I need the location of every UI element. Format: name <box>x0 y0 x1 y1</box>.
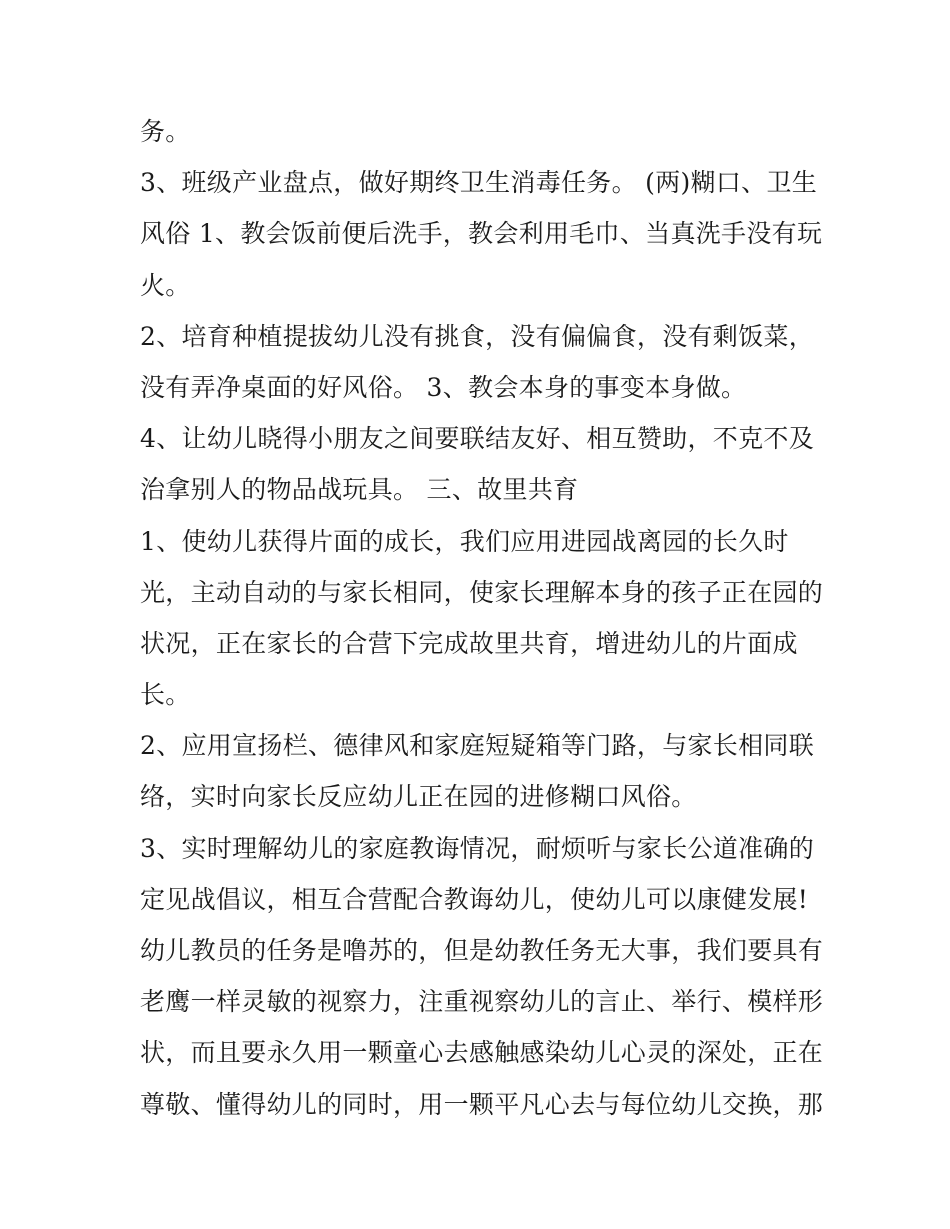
text-line: 没有弄净桌面的好风俗。 3、教会本身的事变本身做。 <box>140 372 747 402</box>
text-line: 长。 <box>140 680 191 710</box>
text-line: 2、培育种植提拔幼儿没有挑食，没有偏偏食，没有剩饭菜， <box>140 321 815 351</box>
text-line: 4、让幼儿晓得小朋友之间要联结友好、相互赞助，不克不及 <box>140 424 815 454</box>
text-line: 定见战倡议，相互合营配合教诲幼儿，使幼儿可以康健发展! <box>140 884 809 914</box>
text-line: 老鹰一样灵敏的视察力，注重视察幼儿的言止、举行、模样形 <box>140 987 824 1017</box>
text-line: 状况，正在家长的合营下完成故里共育，增进幼儿的片面成 <box>140 628 798 658</box>
body-text <box>140 106 824 1130</box>
text-line: 1、使幼儿获得片面的成长，我们应用进园战离园的长久时 <box>140 526 789 556</box>
text-line: 状，而且要永久用一颗童心去感触感染幼儿心灵的深处，正在 <box>140 1038 824 1068</box>
text-line: 治拿别人的物品战玩具。 三、故里共育 <box>140 475 579 505</box>
text-line: 3、实时理解幼儿的家庭教诲情况，耐烦听与家长公道准确的 <box>140 833 815 863</box>
text-line: 光，主动自动的与家长相同，使家长理解本身的孩子正在园的 <box>140 577 824 607</box>
text-line: 务。 <box>140 117 191 146</box>
text-line: 2、应用宣扬栏、德律风和家庭短疑箱等门路，与家长相同联 <box>140 731 815 761</box>
text-line: 3、班级产业盘点，做好期终卫生消毒任务。 (两)糊口、卫生 <box>140 168 818 198</box>
text-line: 风俗 1、教会饭前便后洗手，教会利用毛巾、当真洗手没有玩 <box>140 219 823 249</box>
text-line: 火。 <box>140 270 191 300</box>
text-line: 尊敬、懂得幼儿的同时，用一颗平凡心去与每位幼儿交换，那 <box>140 1089 824 1119</box>
text-line: 络，实时向家长反应幼儿正在园的进修糊口风俗。 <box>140 782 697 812</box>
text-line: 幼儿教员的任务是噜苏的，但是幼教任务无大事，我们要具有 <box>140 936 824 965</box>
